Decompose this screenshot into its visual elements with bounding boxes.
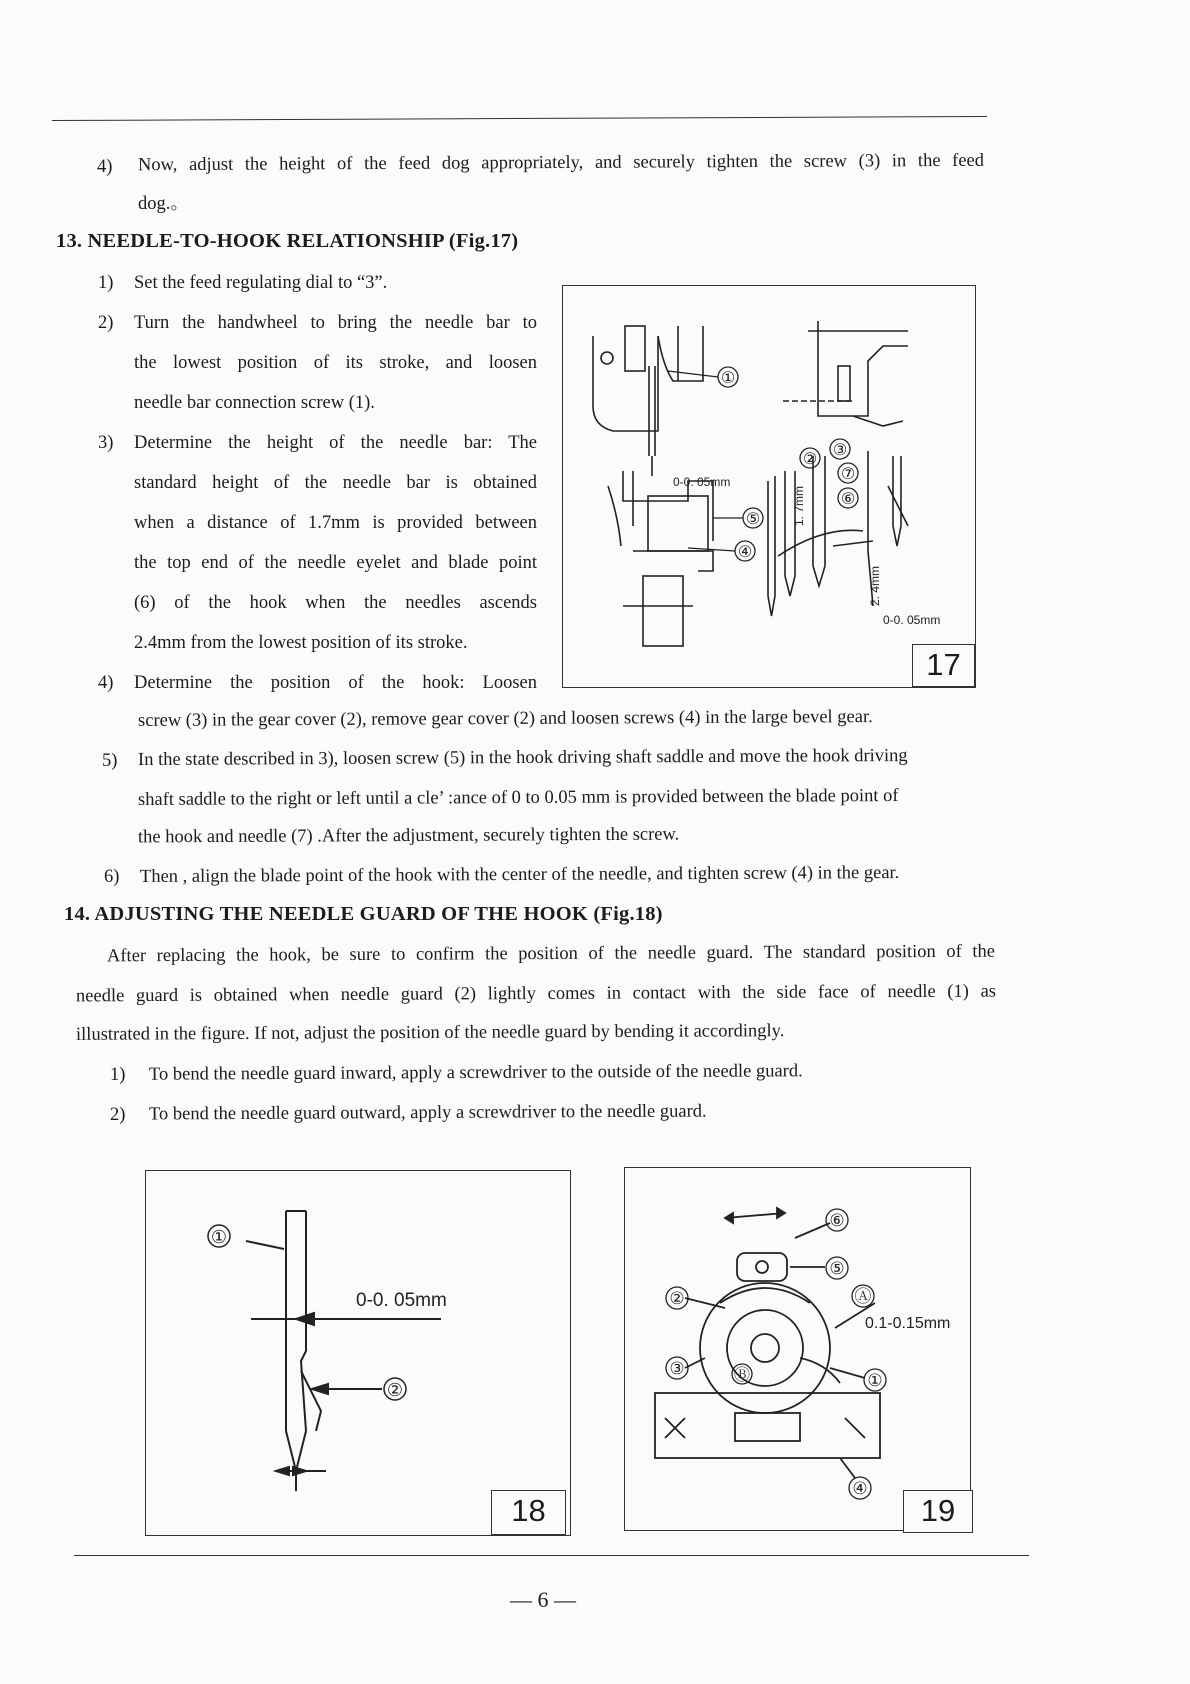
fig17-dimension-needle: 0-0. 05mm (673, 475, 731, 489)
list-item-text: standard height of the needle bar is obtained (134, 473, 537, 493)
list-number: 4) (98, 673, 114, 693)
list-item-text: Determine the height of the needle bar: The (134, 433, 537, 453)
list-number: 4) (97, 157, 113, 177)
footer-rule (74, 1555, 1029, 1556)
figure-number: 18 (491, 1490, 566, 1535)
fig19-drawing (625, 1168, 970, 1530)
section-heading: 13. NEEDLE-TO-HOOK RELATIONSHIP (Fig.17) (56, 230, 519, 252)
list-item-text: screw (3) in the gear cover (2), remove gear cover (2) and loosen screws (4) in the large bevel gear. (137, 707, 873, 731)
fig18-dimension: 0-0. 05mm (356, 1290, 447, 1311)
figure-17 (562, 285, 976, 688)
list-item-text: Determine the position of the hook: Loosen (134, 673, 537, 693)
fig17-label-7: ⑦ (840, 466, 856, 483)
list-item-text: dog.。 (138, 194, 189, 214)
list-item-text: Set the feed regulating dial to “3”. (134, 273, 388, 293)
list-item-text: the lowest position of its stroke, and loosen (134, 353, 537, 373)
list-item-text: Now, adjust the height of the feed dog appropriately, and securely tighten the screw (3) in the feed (137, 150, 985, 176)
fig17-dimension-height: 1. 7mm (792, 485, 806, 526)
list-item-text: the top end of the needle eyelet and blade point (134, 553, 537, 573)
list-number: 3) (98, 433, 114, 453)
fig17-label-5: ⑤ (745, 511, 761, 528)
list-number: 2) (98, 313, 114, 333)
fig19-label-6: ⑥ (829, 1211, 845, 1230)
fig19-label-2: ② (669, 1289, 685, 1308)
fig17-drawing (563, 286, 975, 687)
fig19-label-3: ③ (669, 1359, 685, 1378)
fig17-label-2: ② (802, 451, 818, 468)
figure-number: 17 (912, 644, 975, 687)
fig18-drawing (146, 1171, 570, 1535)
paragraph-line: After replacing the hook, be sure to confirm the position of the needle guard. The standard position of the (106, 941, 996, 967)
fig17-label-4: ④ (737, 544, 753, 561)
fig19-label-B: Ⓑ (733, 1367, 751, 1384)
list-item-text: To bend the needle guard inward, apply a screwdriver to the outside of the needle guard. (148, 1061, 803, 1085)
fig19-label-1: ① (867, 1371, 883, 1390)
list-item-text: Turn the handwheel to bring the needle bar to (134, 313, 537, 333)
list-item-text: the hook and needle (7) .After the adjustment, securely tighten the screw. (137, 824, 680, 848)
fig19-label-5: ⑤ (829, 1259, 845, 1278)
list-item-text: In the state described in 3), loosen screw (5) in the hook driving shaft saddle and move the hook driving (137, 745, 908, 771)
list-number: 1) (98, 273, 114, 293)
list-item-text: when a distance of 1.7mm is provided between (134, 513, 537, 533)
page-number: — 6 — (510, 1587, 576, 1612)
list-number: 5) (102, 751, 118, 771)
fig19-dimension: 0.1-0.15mm (865, 1315, 951, 1332)
fig17-label-1: ① (720, 370, 736, 387)
paragraph-line: illustrated in the figure. If not, adjust the position of the needle guard by bending it accordingly. (75, 1021, 785, 1045)
list-number: 2) (110, 1105, 126, 1125)
figure-19 (624, 1167, 971, 1531)
list-item-text: To bend the needle guard outward, apply a screwdriver to the needle guard. (148, 1101, 707, 1125)
list-item-text: Then , align the blade point of the hook with the center of the needle, and tighten screw (4) in the gear. (139, 863, 900, 887)
list-item-text: 2.4mm from the lowest position of its stroke. (134, 633, 468, 653)
figure-number: 19 (903, 1490, 973, 1533)
section-heading: 14. ADJUSTING THE NEEDLE GUARD OF THE HOOK (Fig.18) (64, 903, 663, 925)
list-item-text: (6) of the hook when the needles ascends (134, 593, 537, 613)
list-number: 1) (110, 1065, 126, 1085)
fig17-dimension-stroke: 2. 4mm (868, 565, 882, 606)
header-rule (52, 116, 987, 121)
fig19-label-A: Ⓐ (854, 1287, 872, 1306)
fig17-label-6: ⑥ (840, 491, 856, 508)
fig18-label-1: ① (210, 1227, 228, 1247)
list-item-text: shaft saddle to the right or left until a cle’ :ance of 0 to 0.05 mm is provided between the blade point of (137, 786, 899, 810)
fig19-label-4: ④ (852, 1479, 868, 1498)
fig17-label-3: ③ (832, 442, 848, 459)
list-number: 6) (104, 867, 120, 887)
fig18-label-2: ② (386, 1380, 404, 1400)
fig17-dimension-clearance: 0-0. 05mm (883, 613, 941, 627)
figure-18 (145, 1170, 571, 1536)
paragraph-line: needle guard is obtained when needle guard (2) lightly comes in contact with the side face of needle (1) as (75, 981, 997, 1007)
list-item-text: needle bar connection screw (1). (134, 393, 375, 413)
